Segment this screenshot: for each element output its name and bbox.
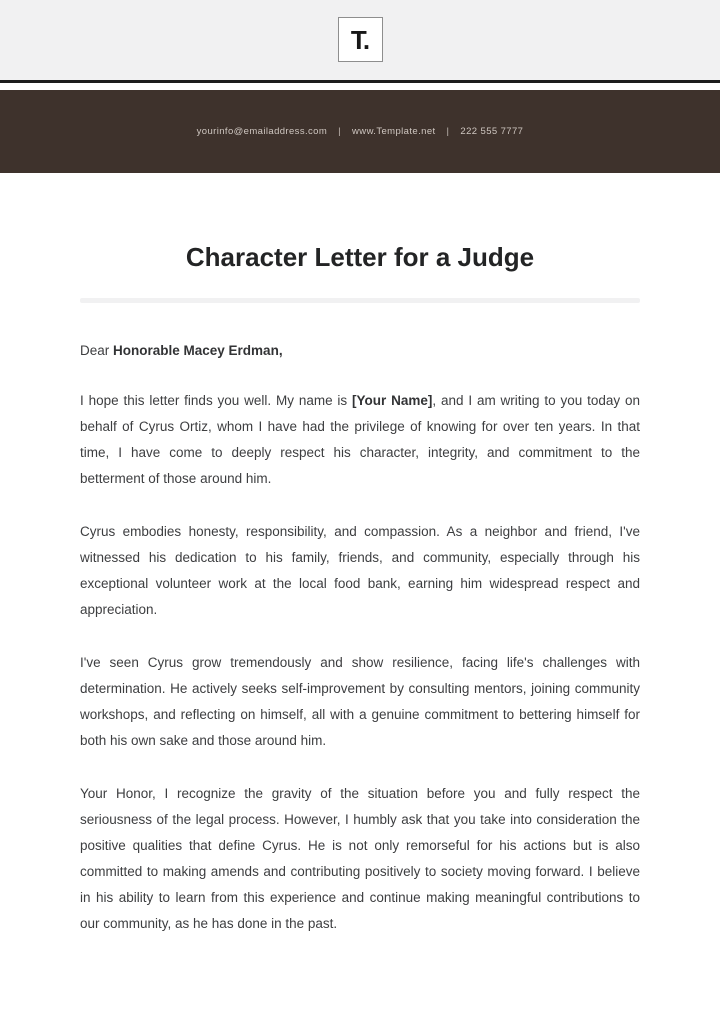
brand-logo-text: T.	[350, 24, 370, 55]
salutation-recipient: Honorable Macey Erdman,	[113, 343, 283, 358]
salutation-prefix: Dear	[80, 343, 114, 358]
title-divider	[80, 298, 640, 303]
salutation	[80, 341, 640, 361]
brand-logo	[338, 17, 383, 62]
contact-email: yourinfo@emailaddress.com	[196, 126, 328, 137]
contact-bar	[0, 90, 720, 173]
header-rule-gap	[0, 83, 720, 90]
paragraph-growth: I've seen Cyrus grow tremendously and show resilience, facing life's challenges with determination. He actively seeks self-improvement by consulting mentors, joining community workshops, and reflecting on himself, all with a genuine commitment to bettering himself for both his own sake and those around him.	[80, 655, 640, 748]
your-name-placeholder: [Your Name]	[352, 393, 433, 408]
contact-phone: 222 555 7777	[460, 126, 524, 137]
paragraph-character: Cyrus embodies honesty, responsibility, and compassion. As a neighbor and friend, I've witnessed his dedication to his family, friends, and community, especially through his exceptional volunteer work at the local food bank, earning him widespread respect and appreciation.	[80, 524, 640, 617]
contact-website: www.Template.net	[352, 126, 436, 137]
contact-separator-1: |	[338, 126, 342, 137]
paragraph-introduction-text-after: , and I am writing to you today on behalf of Cyrus Ortiz, whom I have had the privilege of knowing for over ten years. In that time, I have come to deeply respect his character, integrity, and commitment to the betterment of those around him.	[80, 393, 640, 486]
letter-body	[0, 241, 720, 937]
header-top-strip	[0, 0, 720, 80]
paragraph-introduction	[80, 388, 640, 492]
paragraph-introduction-text-before: I hope this letter finds you well. My name is	[80, 393, 353, 408]
contact-separator-2: |	[446, 126, 450, 137]
letter-title: Character Letter for a Judge	[185, 242, 535, 272]
paragraph-appeal: Your Honor, I recognize the gravity of the situation before you and fully respect the seriousness of the legal process. However, I humbly ask that you take into consideration the positive qualities that define Cyrus. He is not only remorseful for his actions but is also committed to making amends and contributing positively to society moving forward. I believe in his ability to learn from this experience and continue making meaningful contributions to our community, as he has done in the past.	[80, 786, 640, 931]
